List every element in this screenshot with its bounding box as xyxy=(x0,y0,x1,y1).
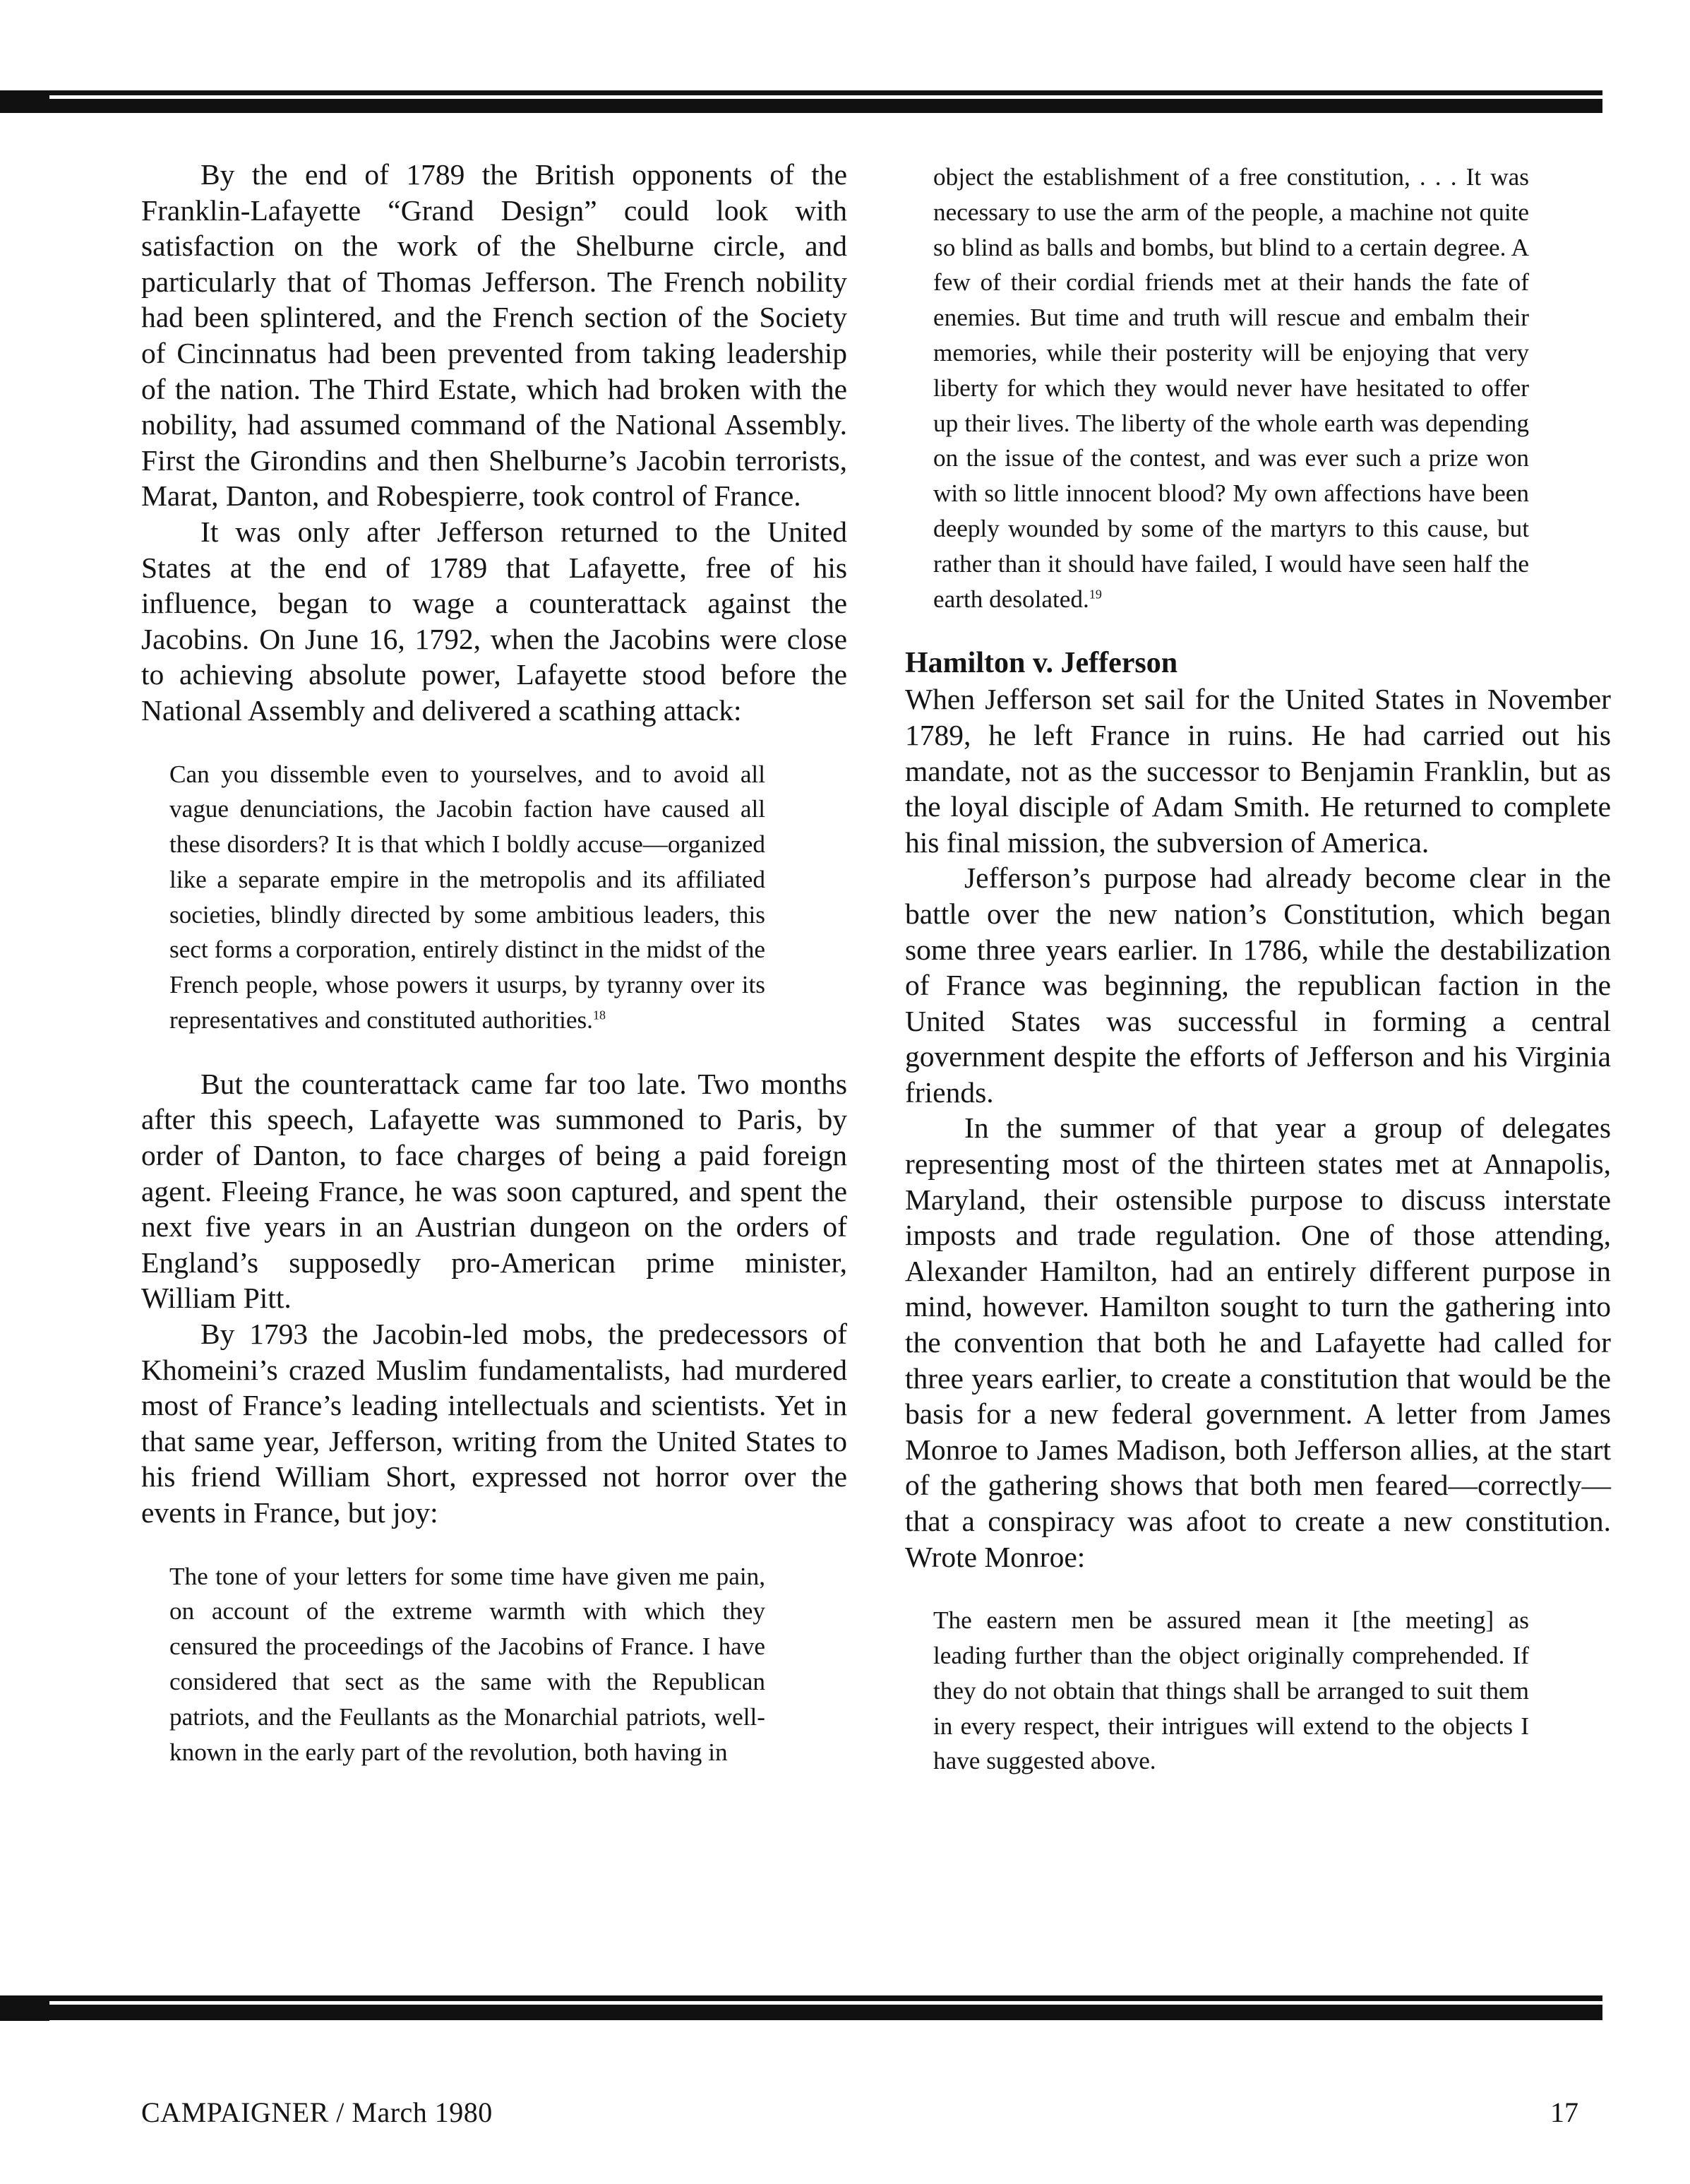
publication-footer: CAMPAIGNER / March 1980 xyxy=(141,2096,493,2128)
block-quote-continued xyxy=(933,160,1529,616)
footnote-marker: 18 xyxy=(592,1008,606,1022)
paragraph: In the summer of that year a group of delegates representing most of the thirteen states met at Annapolis, Maryland, their ostensible purpose to discuss interstate imposts and trade regulation. One of those attending, Alexander Hamilton, had an entirely different purpose in mind, however. Hamilton sought to turn the gathering into the convention that both he and Lafayette had called for three years earlier, to create a constitution that would be the basis for a new federal government. A letter from James Monroe to James Madison, both Jefferson allies, at the start of the gathering shows that both men feared—correctly—that a conspiracy was afoot to create a new constitution. Wrote Monroe: xyxy=(905,1111,1611,1573)
paragraph: It was only after Jefferson returned to the United States at the end of 1789 that Lafayette, free of his influence, began to wage a counterattack against the Jacobins. On June 16, 1792, when the Jacobins were close to achieving absolute power, Lafayette stood before the National Assembly and delivered a scathing attack: xyxy=(141,515,847,727)
paragraph: Jefferson’s purpose had already become clear in the battle over the new nation’s Constitution, which began some three years earlier. In 1786, while the destabilization of France was beginning, the republican faction in the United States was successful in forming a central government despite the efforts of Jefferson and his Virginia friends. xyxy=(905,861,1611,1109)
section-heading: Hamilton v. Jefferson xyxy=(905,647,1178,680)
paragraph: By the end of 1789 the British opponents of the Franklin-Lafayette “Grand Design” could look with satisfaction on the work of the Shelburne circle, and particularly that of Thomas Jefferson. The French nobility had been splintered, and the French section of the Society of Cincinnatus had been prevented from taking leadership of the nation. The Third Estate, which had broken with the nobility, had assumed command of the National Assembly. First the Girondins and then Shelburne’s Jacobin terrorists, Marat, Danton, and Robespierre, took control of France. xyxy=(141,158,847,513)
quote-text: Can you dissemble even to yourselves, and to avoid all vague denunciations, the Jacobin faction have caused all these disorders? It is that which I boldly accuse—organized like a separate empire in the metropolis and its affiliated societies, blindly directed by some ambitious leaders, this sect forms a corporation, entirely distinct in the midst of the French people, whose powers it usurps, by tyranny over its representatives and constituted authorities. xyxy=(169,760,765,1034)
quote-text: object the establishment of a free constitution, . . . It was necessary to use the arm of the people, a machine not quite so blind as balls and bombs, but blind to a certain degree. A few of their cordial friends met at their hands the fate of enemies. But time and truth will rescue and embalm their memories, while their posterity will be enjoying that very liberty for which they would never have hesitated to offer up their lives. The liberty of the whole earth was depending on the issue of the contest, and was ever such a prize won with so little innocent blood? My own affections have been deeply wounded by some of the martyrs to this cause, but rather than it should have failed, I would have seen half the earth desolated. xyxy=(933,163,1529,613)
block-quote: The tone of your letters for some time have given me pain, on account of the extreme warmth with which they censured the proceedings of the Jacobins of France. I have considered that sect as the same with the Republican patriots, and the Feullants as the Monarchial patriots, well-known in the early part of the revolution, both having in xyxy=(169,1562,765,1766)
page-number: 17 xyxy=(1550,2096,1578,2128)
top-rule-stub xyxy=(0,95,49,113)
paragraph: But the counterattack came far too late. Two months after this speech, Lafayette was summoned to Paris, by order of Danton, to face charges of being a paid foreign agent. Fleeing France, he was soon captured, and spent the next five years in an Austrian dungeon on the orders of England’s supposedly pro-American prime minister, William Pitt. xyxy=(141,1067,847,1315)
bottom-rule xyxy=(0,1995,1602,2021)
block-quote: The eastern men be assured mean it [the meeting] as leading further than the object originally comprehended. If they do not obtain that things shall be arranged to suit them in every respect, their intrigues will extend to the objects I have suggested above. xyxy=(933,1606,1529,1775)
left-column xyxy=(141,157,847,1798)
top-rule xyxy=(0,90,1602,113)
paragraph: When Jefferson set sail for the United States in November 1789, he left France in ruins. He had carried out his mandate, not as the successor to Benjamin Franklin, but as the loyal disciple of Adam Smith. He returned to complete his final mission, the subversion of America. xyxy=(905,683,1611,859)
block-quote xyxy=(169,757,765,1038)
bottom-rule-stub xyxy=(0,2000,49,2021)
footnote-marker: 19 xyxy=(1089,586,1102,601)
right-column xyxy=(905,160,1611,1807)
paragraph: By 1793 the Jacobin-led mobs, the predecessors of Khomeini’s crazed Muslim fundamentalists, had murdered most of France’s leading intellectuals and scientists. Yet in that same year, Jefferson, writing from the United States to his friend William Short, expressed not horror over the events in France, but joy: xyxy=(141,1318,847,1529)
